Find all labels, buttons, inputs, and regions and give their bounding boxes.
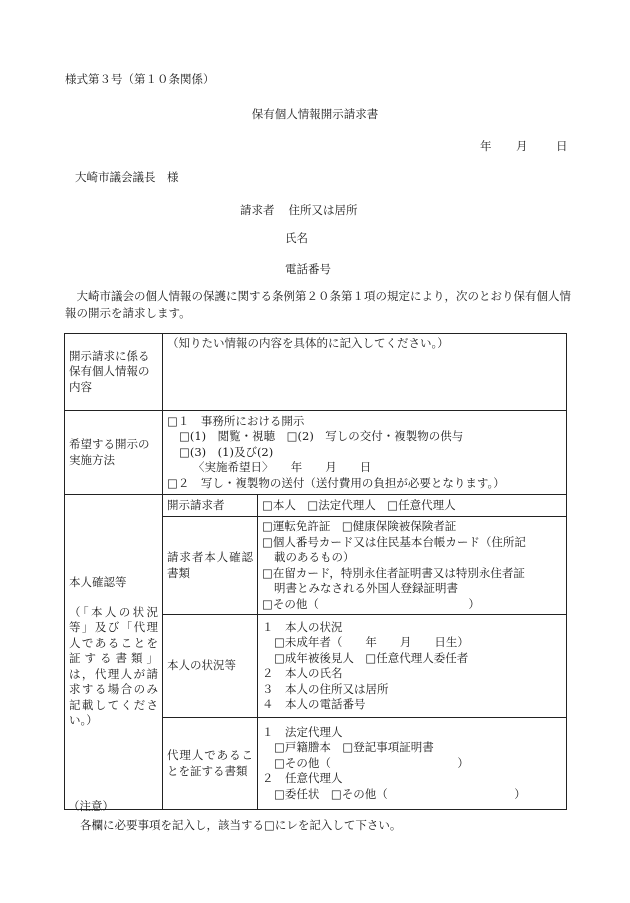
address-label: 住所又は居所 <box>288 203 358 217</box>
proxy-voluntary-docs[interactable]: □委任状 □その他（ ） <box>274 786 526 801</box>
proxy-label: 代理人であることを証する書類 <box>163 718 258 810</box>
proxy-legal-docs[interactable]: □戸籍謄本 □登記事項証明書 <box>274 740 434 755</box>
proxy-legal-heading: １ 法定代理人 <box>262 724 343 739</box>
status-options <box>258 615 567 718</box>
identity-header: 本人確認等 <box>69 575 127 590</box>
id-doc-residence-card[interactable]: □在留カード，特別永住者証明書又は特別永住者証 <box>262 565 525 580</box>
status-phone[interactable]: ４ 本人の電話番号 <box>262 697 366 712</box>
requester-type-label: 開示請求者 <box>163 495 258 517</box>
id-docs-label: 請求者本人確認書類 <box>163 517 258 615</box>
requester-address-line <box>240 203 358 217</box>
info-header: 開示請求に係る保有個人情報の内容 <box>65 334 163 411</box>
method-header: 希望する開示の実施方法 <box>65 411 163 495</box>
id-doc-mynumber[interactable]: □個人番号カード又は住民基本台帳カード（住所記 <box>262 534 526 549</box>
status-name[interactable]: ２ 本人の氏名 <box>262 666 343 681</box>
intro-paragraph: 大崎市議会の個人情報の保護に関する条例第２０条第１項の規定により，次のとおり保有個人情報の開示を請求します。 <box>65 289 571 320</box>
requester-type-row <box>65 495 567 517</box>
name-label: 氏名 <box>285 231 308 245</box>
method-option-both[interactable]: □(3) (1)及び(2) <box>179 444 274 459</box>
method-desired-date[interactable]: 〈実施希望日〉 年 月 日 <box>193 460 372 475</box>
phone-label: 電話番号 <box>285 262 331 276</box>
method-row <box>65 411 567 495</box>
addressee: 大崎市議会議長 様 <box>75 170 179 184</box>
status-address[interactable]: ３ 本人の住所又は居所 <box>262 681 389 696</box>
notes-label: （注意） <box>68 799 114 813</box>
notes-body: 各欄に必要事項を記入し，該当する□にレを記入して下さい。 <box>80 818 402 832</box>
proxy-legal-other[interactable]: □その他（ ） <box>274 755 469 770</box>
method-options <box>163 411 567 495</box>
request-form-table <box>64 333 567 810</box>
date-year: 年 <box>480 139 492 153</box>
id-doc-residence-card-cont: 明書とみなされる外国人登録証明書 <box>274 581 458 596</box>
status-heading: １ 本人の状況 <box>262 619 343 634</box>
id-doc-license-insurance[interactable]: □運転免許証 □健康保険被保険者証 <box>262 519 457 533</box>
status-ward[interactable]: □成年被後見人 □任意代理人委任者 <box>274 650 469 665</box>
id-doc-other[interactable]: □その他（ ） <box>262 596 480 611</box>
info-hint: （知りたい情報の内容を具体的に記入してください。） <box>167 336 449 350</box>
id-docs-options <box>258 517 567 615</box>
status-minor[interactable]: □未成年者（ 年 月 日生） <box>274 635 469 650</box>
info-field[interactable] <box>163 334 567 411</box>
requester-label: 請求者 <box>240 203 275 217</box>
date-month: 月 <box>516 139 528 153</box>
identity-note: （「本人の状況等」及び「代理人であることを証する書類」は，代理人が請求する場合のみ記載してください。） <box>69 604 158 728</box>
info-row <box>65 334 567 411</box>
method-option-view-copy[interactable]: □(1) 閲覧・視聴 □(2) 写しの交付・複製物の供与 <box>179 429 464 444</box>
method-option-mail[interactable]: □２ 写し・複製物の送付（送付費用の負担が必要となります。） <box>167 475 505 490</box>
method-option-office[interactable]: □１ 事務所における開示 <box>167 413 305 428</box>
proxy-voluntary-heading: ２ 任意代理人 <box>262 771 343 786</box>
date-day: 日 <box>556 139 568 153</box>
identity-header-cell <box>65 495 163 810</box>
document-title: 保有個人情報開示請求書 <box>251 107 379 121</box>
status-label: 本人の状況等 <box>163 615 258 718</box>
requester-type-options[interactable]: □本人 □法定代理人 □任意代理人 <box>258 495 567 517</box>
id-doc-mynumber-cont: 載のあるもの） <box>274 550 355 565</box>
proxy-options <box>258 718 567 810</box>
form-number: 様式第３号（第１０条関係） <box>65 72 215 86</box>
